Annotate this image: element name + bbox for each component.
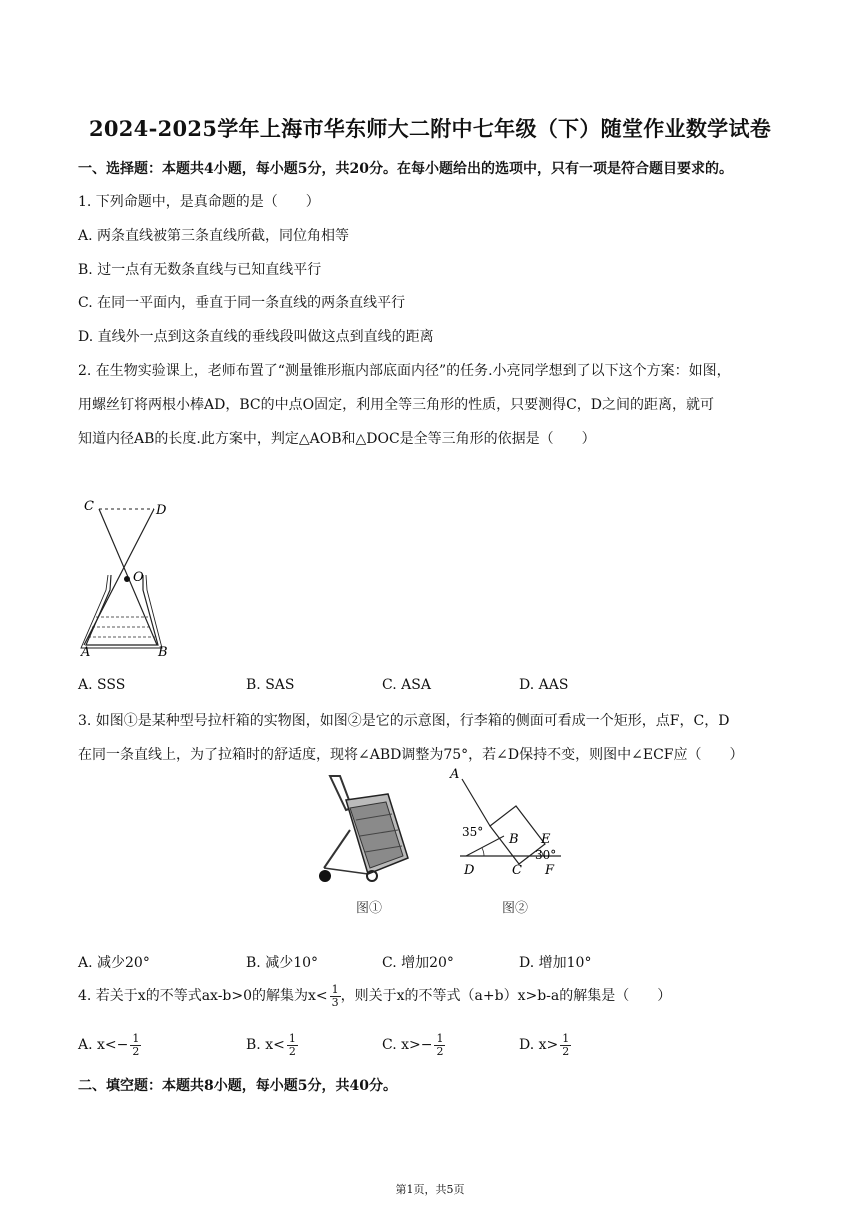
q4-option-a-num: 1 xyxy=(132,1031,140,1045)
q3-option-b: B. 减少10° xyxy=(246,955,319,971)
q4-option-d-num: 1 xyxy=(562,1031,570,1045)
flask-label-d: D xyxy=(156,503,167,518)
diagram-label-a: A xyxy=(450,767,460,782)
luggage-diagram-figure xyxy=(448,766,578,921)
page-footer: 第1页，共5页 xyxy=(395,1183,465,1196)
flask-label-o: O xyxy=(133,570,144,585)
q2-stem-line-2: 用螺丝钉将两根小棒AD，BC的中点O固定，利用全等三角形的性质，只要测得C，D之间的距离，就可 xyxy=(78,397,715,413)
q4-stem-part-2: ，则关于x的不等式（a+b）x>b-a的解集是（ ） xyxy=(340,988,672,1004)
q2-stem-line-3: 知道内径AB的长度.此方案中，判定△AOB和△DOC是全等三角形的依据是（ ） xyxy=(78,431,596,447)
q4-option-d-label: D. x> xyxy=(519,1037,559,1053)
q4-option-b-den: 2 xyxy=(288,1044,296,1058)
q1-stem: 1. 下列命题中，是真命题的是（ ） xyxy=(78,194,320,210)
section-1-header: 一、选择题：本题共4小题，每小题5分，共20分。在每小题给出的选项中，只有一项是符合题目要求的。 xyxy=(78,161,733,177)
q3-option-c: C. 增加20° xyxy=(382,955,454,971)
q1-option-a: A. 两条直线被第三条直线所截，同位角相等 xyxy=(78,228,350,244)
q4-stem-fraction xyxy=(330,984,341,1009)
q4-option-c xyxy=(382,1030,445,1060)
diagram-label-b: B xyxy=(509,832,519,847)
q1-option-b: B. 过一点有无数条直线与已知直线平行 xyxy=(78,262,322,278)
q3-option-d: D. 增加10° xyxy=(519,955,592,971)
q4-option-a-fraction xyxy=(130,1033,141,1058)
diagram-label-f: F xyxy=(545,863,555,878)
q4-option-c-fraction xyxy=(434,1033,445,1058)
diagram-label-e: E xyxy=(541,832,551,847)
q2-option-b: B. SAS xyxy=(246,677,295,693)
q4-option-c-num: 1 xyxy=(436,1031,444,1045)
q4-frac-denominator: 3 xyxy=(331,995,339,1009)
q4-option-d-den: 2 xyxy=(562,1044,570,1058)
q4-option-b-label: B. x< xyxy=(246,1037,285,1053)
q3-option-a: A. 减少20° xyxy=(78,955,150,971)
q4-option-a xyxy=(78,1030,141,1060)
flask-label-a: A xyxy=(81,645,91,660)
luggage-photo-figure xyxy=(310,770,420,920)
q4-option-b-num: 1 xyxy=(288,1031,296,1045)
q2-option-c: C. ASA xyxy=(382,677,431,693)
q1-option-c: C. 在同一平面内，垂直于同一条直线的两条直线平行 xyxy=(78,295,406,311)
q4-option-c-den: 2 xyxy=(436,1044,444,1058)
page-title: 2024-2025学年上海市华东师大二附中七年级（下）随堂作业数学试卷 xyxy=(88,116,772,141)
q2-option-a: A. SSS xyxy=(78,677,126,693)
flask-figure xyxy=(76,495,186,660)
q4-frac-numerator: 1 xyxy=(331,982,339,996)
section-2-header: 二、填空题：本题共8小题，每小题5分，共40分。 xyxy=(78,1078,397,1094)
q4-option-a-den: 2 xyxy=(132,1044,140,1058)
q4-option-d xyxy=(519,1030,571,1060)
q1-option-d: D. 直线外一点到这条直线的垂线段叫做这点到直线的距离 xyxy=(78,329,434,345)
diagram-label-d: D xyxy=(464,863,475,878)
q4-option-b-fraction xyxy=(287,1033,298,1058)
diagram-angle-35: 35° xyxy=(462,825,484,839)
q4-option-c-label: C. x>− xyxy=(382,1037,433,1053)
q2-option-d: D. AAS xyxy=(519,677,569,693)
q4-option-a-label: A. x<− xyxy=(78,1037,129,1053)
q3-stem-line-2: 在同一条直线上，为了拉箱时的舒适度，现将∠ABD调整为75°，若∠D保持不变，则图中∠ECF应（ ） xyxy=(78,747,744,763)
flask-label-c: C xyxy=(84,499,94,514)
q4-option-b xyxy=(246,1030,298,1060)
q4-option-d-fraction xyxy=(560,1033,571,1058)
q4-stem-part-1: 4. 若关于x的不等式ax-b>0的解集为x< xyxy=(78,988,328,1004)
q3-stem-line-1: 3. 如图①是某种型号拉杆箱的实物图，如图②是它的示意图，行李箱的侧面可看成一个矩形，点F，C，D xyxy=(78,713,730,729)
q2-stem-line-1: 2. 在生物实验课上，老师布置了“测量锥形瓶内部底面内径”的任务.小亮同学想到了以下这个方案：如图， xyxy=(78,363,731,379)
diagram-angle-30: 30° xyxy=(535,848,557,862)
flask-label-b: B xyxy=(158,645,168,660)
fig2-caption: 图② xyxy=(502,901,529,916)
diagram-label-c: C xyxy=(512,863,522,878)
q4-stem xyxy=(78,981,671,1011)
fig1-caption: 图① xyxy=(356,901,383,916)
